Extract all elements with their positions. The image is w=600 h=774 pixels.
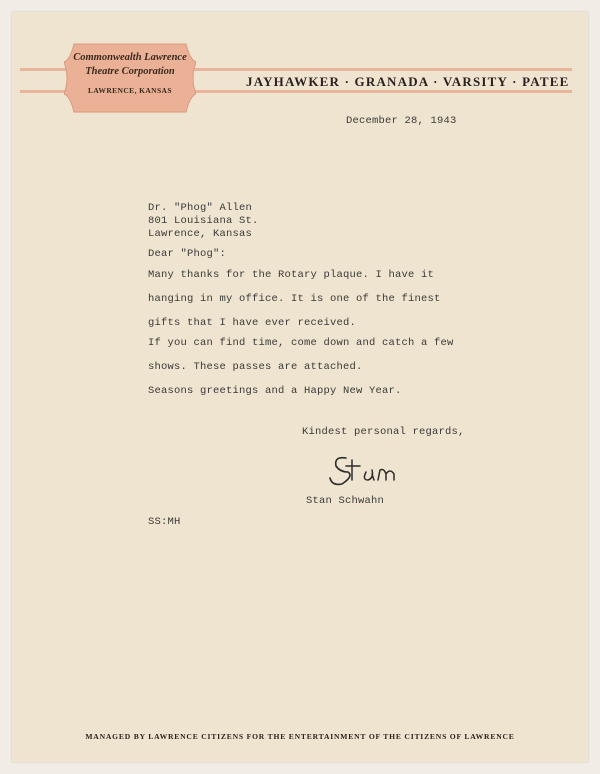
recipient-line: 801 Louisiana St. [148,215,259,227]
company-name-line1: Commonwealth Lawrence [73,52,187,63]
letterhead-stripe-right-top [192,68,572,71]
company-logo [64,40,196,116]
typist-initials: SS:MH [148,516,181,528]
signer-name: Stan Schwahn [306,495,385,507]
letterhead-footer: MANAGED BY LAWRENCE CITIZENS FOR THE ENTERTAINMENT OF THE CITIZENS OF LAWRENCE [85,732,515,741]
theatre-list: JAYHAWKER · GRANADA · VARSITY · PATEE [246,74,570,89]
letterhead-stripe-right-bottom [192,90,572,93]
letter-date: December 28, 1943 [346,115,457,127]
letterhead-stripe-left-bottom [20,90,70,93]
company-location: LAWRENCE, KANSAS [88,86,172,95]
body-line: gifts that I have ever received. [148,317,357,329]
letterhead-stripe-left-top [20,68,70,71]
handwritten-signature [326,452,406,491]
salutation: Dear "Phog": [148,248,227,260]
closing: Kindest personal regards, [302,426,465,438]
body-line: Seasons greetings and a Happy New Year. [148,385,402,397]
recipient-line: Lawrence, Kansas [148,228,253,240]
company-name-line2: Theatre Corporation [85,66,175,77]
letter-page [12,12,588,762]
body-line: hanging in my office. It is one of the finest [148,293,441,305]
body-line: shows. These passes are attached. [148,361,363,373]
body-line: Many thanks for the Rotary plaque. I have it [148,269,435,281]
body-line: If you can find time, come down and catch a few [148,337,454,349]
recipient-line: Dr. "Phog" Allen [148,202,253,214]
